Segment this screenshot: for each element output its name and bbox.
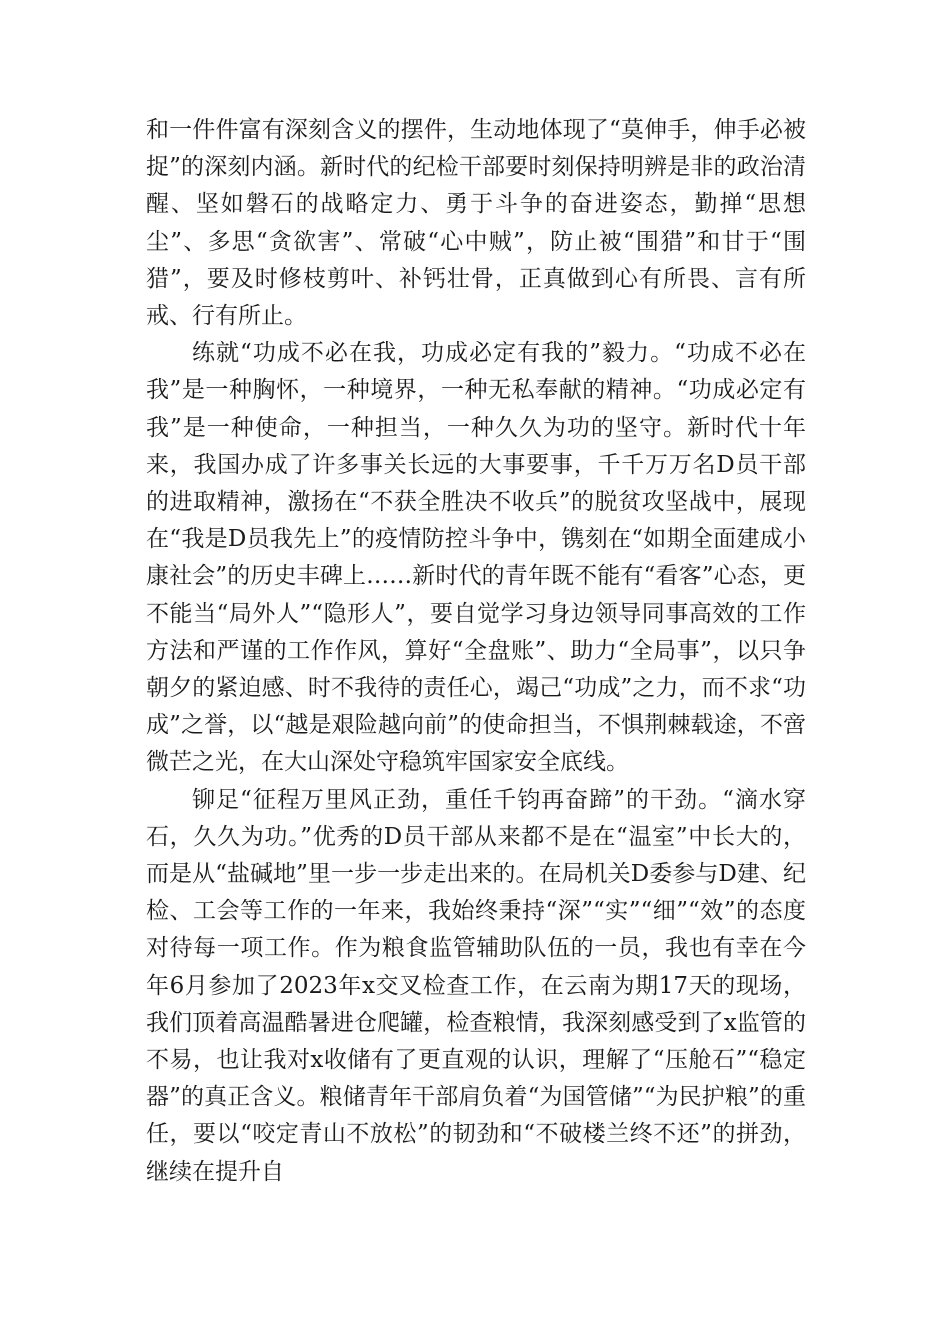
body-text: [146, 112, 806, 1191]
paragraph-1: 和一件件富有深刻含义的摆件，生动地体现了“莫伸手，伸手必被捉”的深刻内涵。新时代的纪检干部要时刻保持明辨是非的政治清醒、坚如磐石的战略定力、勇于斗争的奋进姿态，勤掸“思想尘”、多思“贪欲害”、常破“心中贼”，防止被“围猎”和甘于“围猎”，要及时修枝剪叶、补钙壮骨，正真做到心有所畏、言有所戒、行有所止。: [146, 117, 806, 330]
paragraph-2: 练就“功成不必在我，功成必定有我的”毅力。“功成不必在我”是一种胸怀，一种境界，一种无私奉献的精神。“功成必定有我”是一种使命，一种担当，一种久久为功的坚守。新时代十年来，我国办成了许多事关长远的大事要事，千千万万名D员干部的进取精神，激扬在“不获全胜决不收兵”的脱贫攻坚战中，展现在“我是D员我先上”的疫情防控斗争中，镌刻在“如期全面建成小康社会”的历史丰碑上……新时代的青年既不能有“看客”心态，更不能当“局外人”“隐形人”，要自觉学习身边领导同事高效的工作方法和严谨的工作作风，算好“全盘账”、助力“全局事”，以只争朝夕的紧迫感、时不我待的责任心，竭己“功成”之力，而不求“功成”之誉，以“越是艰险越向前”的使命担当，不惧荆棘载途，不啻微芒之光，在大山深处守稳筑牢国家安全底线。: [146, 340, 806, 776]
paragraph-3: 铆足“征程万里风正劲，重任千钧再奋蹄”的干劲。“滴水穿石，久久为功。”优秀的D员干部从来都不是在“温室”中长大的，而是从“盐碱地”里一步一步走出来的。在局机关D委参与D建、纪检、工会等工作的一年来，我始终秉持“深”“实”“细”“效”的态度对待每一项工作。作为粮食监管辅助队伍的一员，我也有幸在今年6月参加了2023年x交叉检查工作，在云南为期17天的现场，我们顶着高温酷暑进仓爬罐，检查粮情，我深刻感受到了x监管的不易，也让我对x收储有了更直观的认识，理解了“压舱石”“稳定器”的真正含义。粮储青年干部肩负着“为国管储”“为民护粮”的重任，要以“咬定青山不放松”的韧劲和“不破楼兰终不还”的拼劲，继续在提升自: [146, 786, 806, 1185]
